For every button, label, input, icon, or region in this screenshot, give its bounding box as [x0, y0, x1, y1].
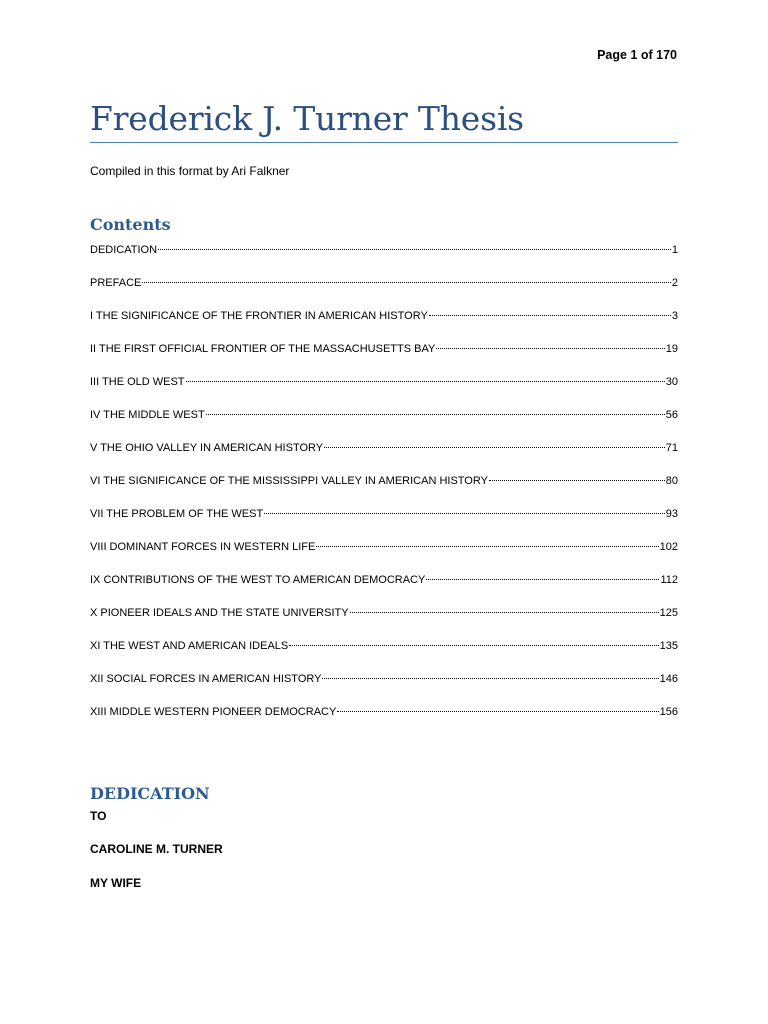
toc-entry-label: II THE FIRST OFFICIAL FRONTIER OF THE MASSACHUSETTS BAY: [90, 343, 436, 355]
toc-entry-chapter-6[interactable]: [90, 471, 678, 504]
toc-entry-label: VI THE SIGNIFICANCE OF THE MISSISSIPPI VALLEY IN AMERICAN HISTORY: [90, 475, 488, 487]
toc-leader-dots: [324, 435, 665, 448]
toc-entry-label: XI THE WEST AND AMERICAN IDEALS: [90, 640, 289, 652]
toc-entry-page: 1: [671, 244, 678, 256]
toc-entry-chapter-11[interactable]: [90, 636, 678, 669]
toc-entry-dedication[interactable]: [90, 240, 678, 273]
toc-entry-page: 146: [659, 673, 678, 685]
toc-entry-label: VIII DOMINANT FORCES IN WESTERN LIFE: [90, 541, 316, 553]
toc-leader-dots: [142, 270, 671, 283]
toc-leader-dots: [337, 699, 658, 712]
toc-entry-chapter-10[interactable]: [90, 603, 678, 636]
toc-entry-label: I THE SIGNIFICANCE OF THE FRONTIER IN AMERICAN HISTORY: [90, 310, 428, 322]
toc-entry-label: IX CONTRIBUTIONS OF THE WEST TO AMERICAN DEMOCRACY: [90, 574, 426, 586]
toc-leader-dots: [186, 369, 665, 382]
toc-entry-page: 125: [659, 607, 678, 619]
toc-leader-dots: [436, 336, 664, 349]
toc-entry-page: 71: [665, 442, 678, 454]
toc-entry-chapter-3[interactable]: [90, 372, 678, 405]
toc-entry-label: PREFACE: [90, 277, 142, 289]
toc-entry-label: XII SOCIAL FORCES IN AMERICAN HISTORY: [90, 673, 322, 685]
dedication-heading: DEDICATION: [90, 784, 210, 803]
toc-entry-chapter-5[interactable]: [90, 438, 678, 471]
dedication-line: TO: [90, 809, 107, 823]
toc-entry-chapter-8[interactable]: [90, 537, 678, 570]
table-of-contents: [90, 240, 678, 735]
toc-entry-chapter-9[interactable]: [90, 570, 678, 603]
toc-entry-chapter-1[interactable]: [90, 306, 678, 339]
toc-entry-page: 30: [665, 376, 678, 388]
toc-leader-dots: [289, 633, 658, 646]
toc-entry-label: VII THE PROBLEM OF THE WEST: [90, 508, 264, 520]
toc-entry-page: 93: [665, 508, 678, 520]
toc-entry-chapter-4[interactable]: [90, 405, 678, 438]
toc-entry-label: X PIONEER IDEALS AND THE STATE UNIVERSITY: [90, 607, 349, 619]
document-title: Frederick J. Turner Thesis: [90, 99, 524, 138]
toc-entry-page: 156: [659, 706, 678, 718]
toc-leader-dots: [429, 303, 671, 316]
toc-entry-preface[interactable]: [90, 273, 678, 306]
toc-entry-page: 56: [665, 409, 678, 421]
toc-leader-dots: [426, 567, 659, 580]
document-subtitle: Compiled in this format by Ari Falkner: [90, 164, 290, 178]
toc-entry-chapter-7[interactable]: [90, 504, 678, 537]
contents-heading: Contents: [90, 215, 171, 234]
toc-entry-label: XIII MIDDLE WESTERN PIONEER DEMOCRACY: [90, 706, 337, 718]
toc-entry-page: 112: [660, 574, 678, 586]
toc-entry-label: III THE OLD WEST: [90, 376, 185, 388]
toc-entry-page: 2: [671, 277, 678, 289]
toc-entry-label: V THE OHIO VALLEY IN AMERICAN HISTORY: [90, 442, 324, 454]
toc-entry-page: 19: [665, 343, 678, 355]
toc-leader-dots: [316, 534, 658, 547]
title-divider: [90, 142, 678, 143]
toc-entry-page: 80: [665, 475, 678, 487]
toc-leader-dots: [489, 468, 665, 481]
toc-leader-dots: [206, 402, 665, 415]
toc-leader-dots: [264, 501, 665, 514]
toc-entry-page: 3: [671, 310, 678, 322]
toc-entry-chapter-2[interactable]: [90, 339, 678, 372]
toc-entry-label: IV THE MIDDLE WEST: [90, 409, 205, 421]
toc-entry-page: 102: [659, 541, 678, 553]
toc-leader-dots: [322, 666, 658, 679]
toc-leader-dots: [158, 237, 671, 250]
toc-entry-chapter-13[interactable]: [90, 702, 678, 735]
toc-entry-chapter-12[interactable]: [90, 669, 678, 702]
toc-entry-label: DEDICATION: [90, 244, 158, 256]
page-indicator: Page 1 of 170: [597, 48, 677, 62]
toc-leader-dots: [350, 600, 659, 613]
dedication-line: MY WIFE: [90, 876, 142, 890]
toc-entry-page: 135: [659, 640, 678, 652]
dedication-line: CAROLINE M. TURNER: [90, 842, 223, 856]
